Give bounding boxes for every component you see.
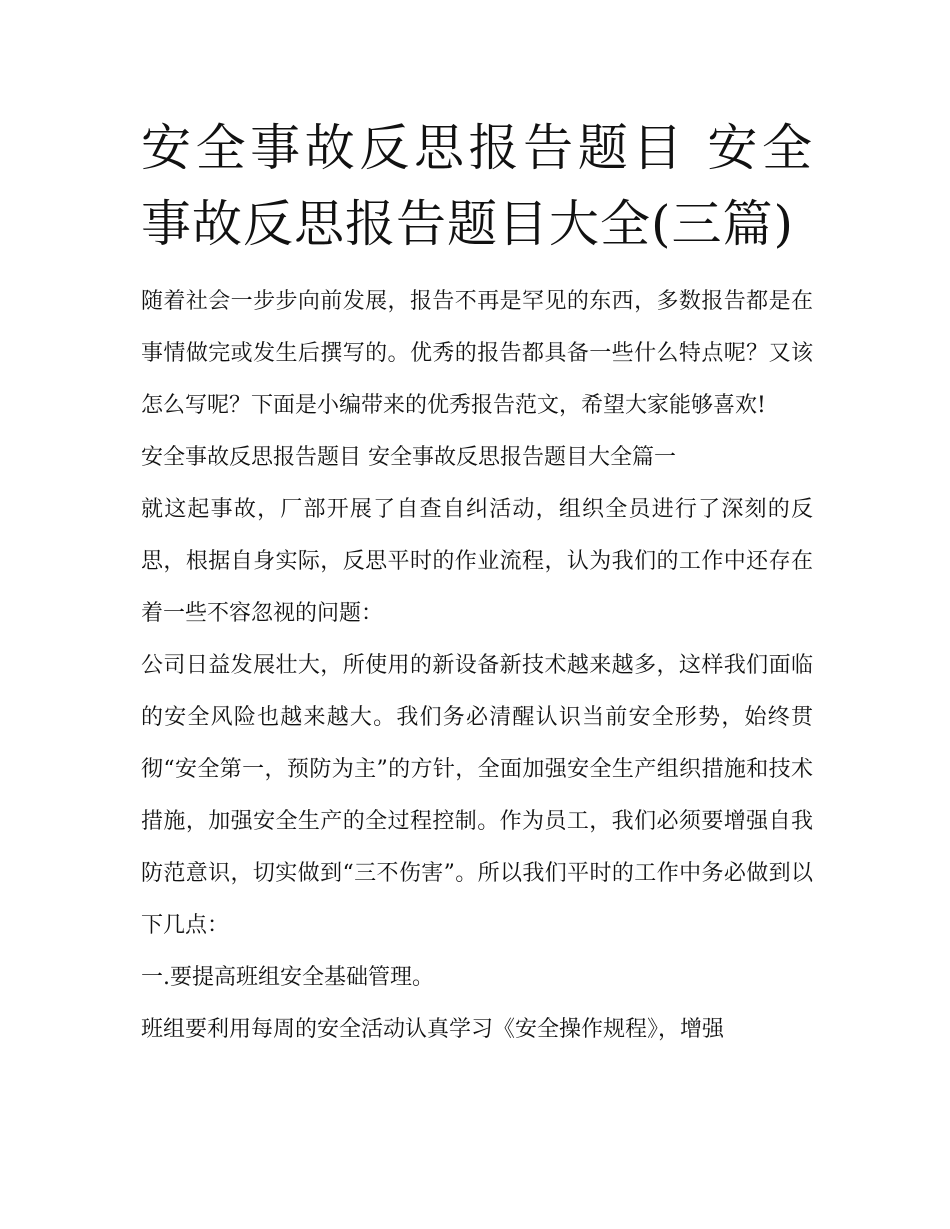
intro-paragraph: 随着社会一步步向前发展，报告不再是罕见的东西，多数报告都是在事情做完或发生后撰写的。优秀的报告都具备一些什么特点呢？又该怎么写呢？下面是小编带来的优秀报告范文，希望大家能够喜欢! (141, 289, 813, 418)
document-body (141, 110, 813, 1056)
body-paragraph: 就这起事故，厂部开展了自查自纠活动，组织全员进行了深刻的反思，根据自身实际，反思平时的作业流程，认为我们的工作中还存在着一些不容忽视的问题： (141, 497, 813, 626)
document-title: 安全事故反思报告题目 安全事故反思报告题目大全(三篇) (141, 119, 813, 253)
body-paragraph: 公司日益发展壮大，所使用的新设备新技术越来越多，这样我们面临的安全风险也越来越大。我们务必清醒认识当前安全形势，始终贯彻“安全第一，预防为主”的方针，全面加强安全生产组织措施和技术措施，加强安全生产的全过程控制。作为员工，我们必须要增强自我防范意识，切实做到“三不伤害”。所以我们平时的工作中务必做到以下几点： (141, 653, 813, 938)
section-heading: 安全事故反思报告题目 安全事故反思报告题目大全篇一 (141, 445, 676, 470)
numbered-point: 一.要提高班组安全基础管理。 (141, 965, 434, 990)
body-paragraph: 班组要利用每周的安全活动认真学习《安全操作规程》，增强 (141, 1017, 725, 1042)
